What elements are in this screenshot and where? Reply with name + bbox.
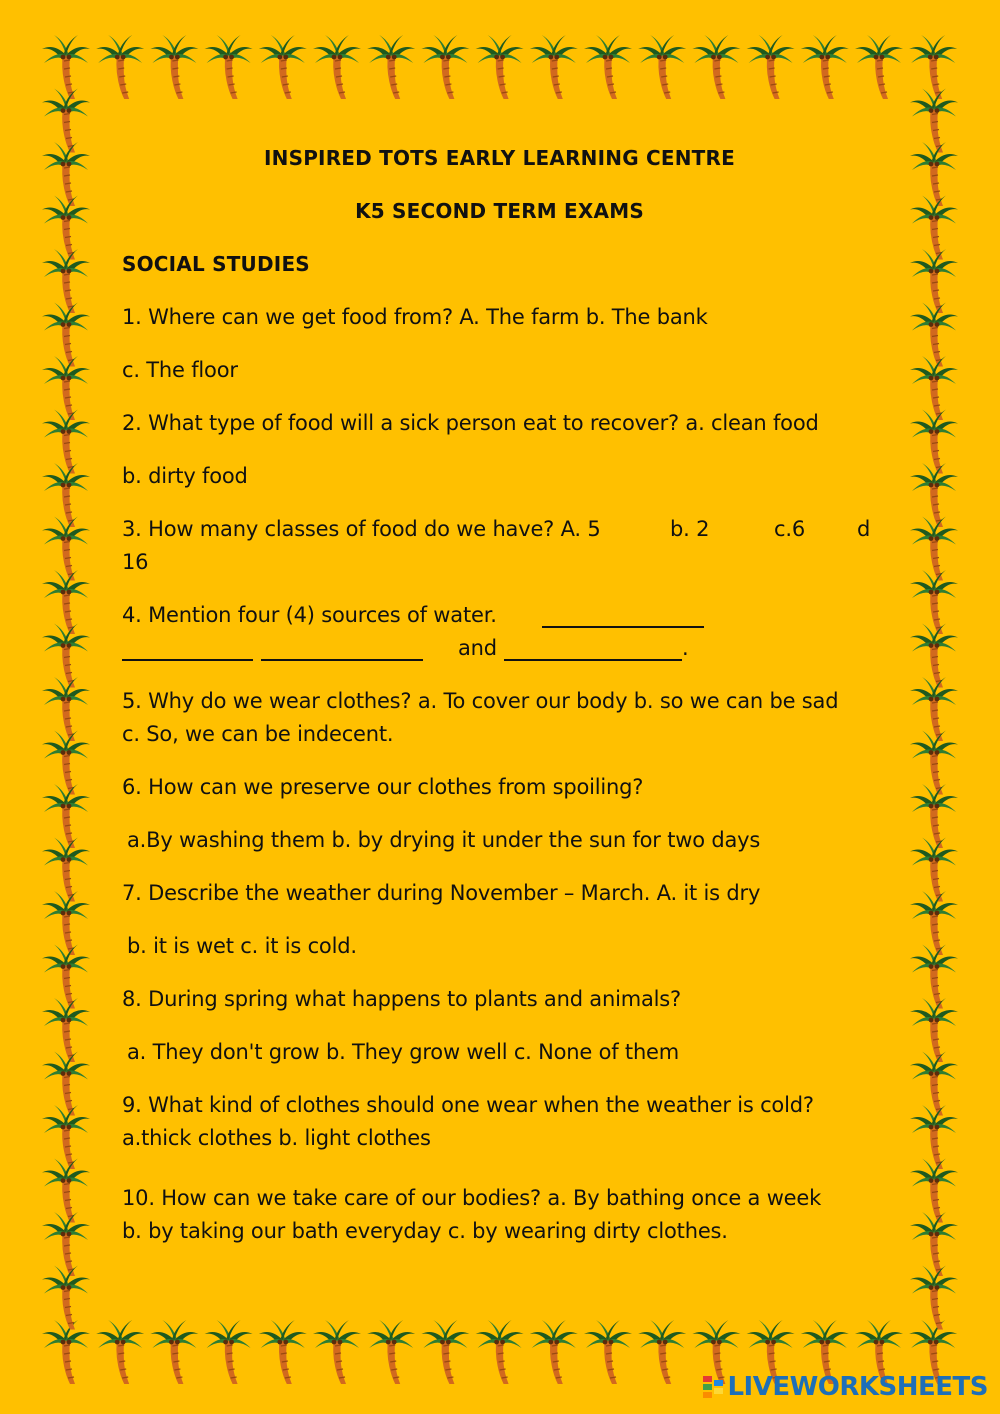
palm-tree-icon <box>910 677 958 741</box>
palm-tree-icon <box>476 1320 524 1384</box>
question-5-option-c: c. So, we can be indecent. <box>122 722 394 746</box>
question-6-options: a.By washing them b. by drying it under the sun for two days <box>127 828 761 852</box>
question-10-text: 10. How can we take care of our bodies? a. By bathing once a week <box>122 1186 822 1210</box>
palm-tree-icon <box>42 998 90 1062</box>
palm-tree-icon <box>42 945 90 1009</box>
palm-tree-icon <box>42 303 90 367</box>
palm-tree-icon <box>96 35 144 99</box>
palm-tree-icon <box>96 1320 144 1384</box>
question-6-text: 6. How can we preserve our clothes from spoiling? <box>122 775 644 799</box>
watermark-text: LIVEWORKSHEETS <box>727 1372 988 1402</box>
palm-tree-icon <box>42 410 90 474</box>
palm-tree-icon <box>910 1266 958 1330</box>
answer-blank-2[interactable] <box>122 637 253 661</box>
palm-tree-icon <box>910 1052 958 1116</box>
palm-tree-icon <box>910 196 958 260</box>
palm-tree-icon <box>150 35 198 99</box>
question-2-option-b: b. dirty food <box>122 464 248 488</box>
question-2-text: 2. What type of food will a sick person eat to recover? a. clean food <box>122 411 819 435</box>
question-3-option-b: b. 2 <box>670 517 710 541</box>
palm-tree-icon <box>910 891 958 955</box>
palm-tree-icon <box>42 1212 90 1276</box>
palm-tree-icon <box>42 142 90 206</box>
palm-tree-icon <box>313 35 361 99</box>
palm-tree-icon <box>42 517 90 581</box>
palm-tree-icon <box>42 570 90 634</box>
palm-tree-icon <box>42 891 90 955</box>
palm-tree-icon <box>638 35 686 99</box>
palm-tree-icon <box>42 1159 90 1223</box>
palm-tree-icon <box>530 35 578 99</box>
palm-tree-icon <box>42 463 90 527</box>
palm-tree-icon <box>910 784 958 848</box>
question-1-text: 1. Where can we get food from? A. The farm b. The bank <box>122 305 708 329</box>
palm-tree-icon <box>313 1320 361 1384</box>
palm-tree-icon <box>42 1105 90 1169</box>
palm-tree-icon <box>638 1320 686 1384</box>
palm-tree-icon <box>910 303 958 367</box>
palm-tree-icon <box>205 1320 253 1384</box>
palm-tree-icon <box>910 249 958 313</box>
question-7-text: 7. Describe the weather during November – March. A. it is dry <box>122 881 761 905</box>
subject-title: SOCIAL STUDIES <box>122 252 310 276</box>
palm-tree-icon <box>259 35 307 99</box>
palm-tree-icon <box>42 1052 90 1116</box>
palm-tree-icon <box>910 731 958 795</box>
question-3-stem: 3. How many classes of food do we have? A. 5 <box>122 517 601 541</box>
palm-tree-icon <box>910 1212 958 1276</box>
answer-blank-3[interactable] <box>261 637 423 661</box>
palm-tree-icon <box>42 1320 90 1384</box>
palm-tree-icon <box>584 35 632 99</box>
question-5-text: 5. Why do we wear clothes? a. To cover our body b. so we can be sad <box>122 689 839 713</box>
palm-tree-icon <box>584 1320 632 1384</box>
palm-tree-icon <box>530 1320 578 1384</box>
palm-tree-icon <box>692 35 740 99</box>
palm-tree-icon <box>42 624 90 688</box>
palm-tree-icon <box>421 35 469 99</box>
palm-tree-icon <box>910 1159 958 1223</box>
palm-tree-icon <box>476 35 524 99</box>
palm-tree-icon <box>910 356 958 420</box>
palm-tree-icon <box>421 1320 469 1384</box>
liveworksheets-logo <box>703 1372 988 1402</box>
question-7-options: b. it is wet c. it is cold. <box>127 934 357 958</box>
question-9-options: a.thick clothes b. light clothes <box>122 1126 431 1150</box>
question-4-period: . <box>682 636 689 660</box>
palm-tree-icon <box>910 1105 958 1169</box>
palm-tree-icon <box>42 356 90 420</box>
question-10-options: b. by taking our bath everyday c. by wearing dirty clothes. <box>122 1219 728 1243</box>
question-8-text: 8. During spring what happens to plants and animals? <box>122 987 681 1011</box>
answer-blank-1[interactable] <box>542 604 704 628</box>
school-name: INSPIRED TOTS EARLY LEARNING CENTRE <box>264 146 735 170</box>
palm-tree-icon <box>42 196 90 260</box>
question-4-text <box>122 599 497 632</box>
palm-tree-icon <box>42 784 90 848</box>
palm-tree-icon <box>855 35 903 99</box>
palm-tree-icon <box>910 998 958 1062</box>
palm-tree-icon <box>42 838 90 902</box>
palm-tree-icon <box>910 410 958 474</box>
palm-tree-icon <box>910 624 958 688</box>
palm-tree-icon <box>910 517 958 581</box>
palm-tree-icon <box>42 89 90 153</box>
exam-title: K5 SECOND TERM EXAMS <box>355 199 644 223</box>
answer-blank-4[interactable] <box>504 637 682 661</box>
palm-tree-icon <box>150 1320 198 1384</box>
question-4-and: and <box>458 636 497 660</box>
palm-tree-icon <box>909 35 957 99</box>
palm-tree-icon <box>42 1266 90 1330</box>
question-3-option-c: c.6 <box>774 517 805 541</box>
question-8-options: a. They don't grow b. They grow well c. None of them <box>127 1040 680 1064</box>
palm-tree-icon <box>42 35 90 99</box>
palm-tree-icon <box>42 731 90 795</box>
question-4-stem: 4. Mention four (4) sources of water. <box>122 603 497 627</box>
palm-tree-icon <box>42 677 90 741</box>
question-4-blanks <box>122 632 877 665</box>
palm-tree-icon <box>259 1320 307 1384</box>
palm-tree-icon <box>367 35 415 99</box>
palm-tree-icon <box>910 463 958 527</box>
palm-tree-icon <box>910 89 958 153</box>
question-3-option-d-value: 16 <box>122 550 149 574</box>
question-1-option-c: c. The floor <box>122 358 238 382</box>
question-3-option-d: d <box>857 517 871 541</box>
palm-tree-icon <box>367 1320 415 1384</box>
palm-tree-icon <box>910 142 958 206</box>
palm-tree-icon <box>205 35 253 99</box>
palm-tree-icon <box>801 35 849 99</box>
palm-tree-icon <box>42 249 90 313</box>
palm-tree-icon <box>910 945 958 1009</box>
question-3-text <box>122 513 871 546</box>
palm-tree-icon <box>747 35 795 99</box>
palm-tree-icon <box>910 570 958 634</box>
palm-tree-icon <box>910 838 958 902</box>
liveworksheets-mark-icon <box>703 1376 723 1398</box>
question-9-text: 9. What kind of clothes should one wear when the weather is cold? <box>122 1093 814 1117</box>
